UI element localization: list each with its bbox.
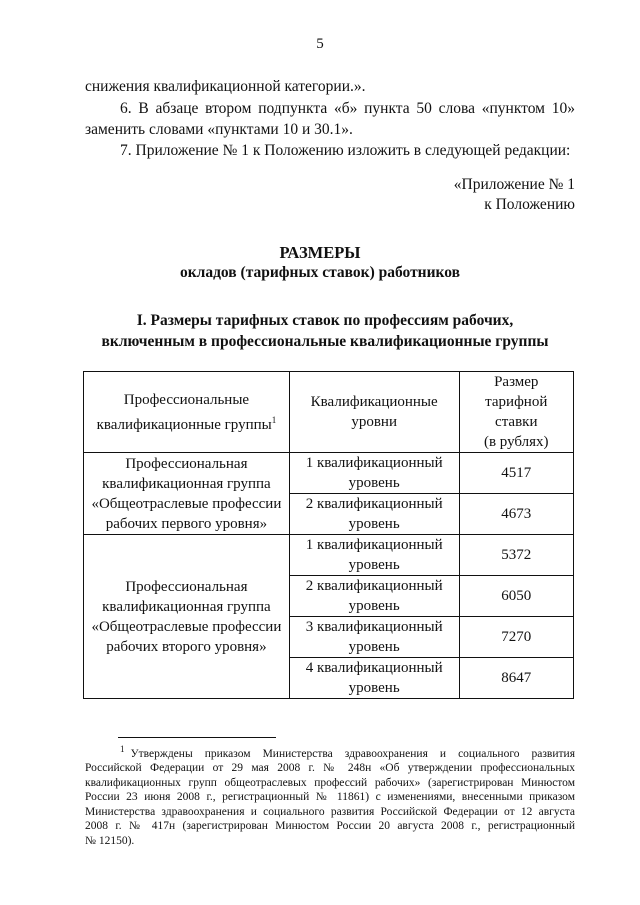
level-line: уровень [348, 639, 400, 655]
group-line: квалификационная группа [102, 475, 271, 492]
appendix-reference [380, 175, 575, 215]
level-line: 1 квалификационный [305, 455, 443, 471]
group-line: рабочих второго уровня» [106, 638, 267, 655]
footnote-line1-text: Утверждены приказом Министерства здравоохранения и социального развития [130, 747, 575, 760]
group-line: квалификационная группа [102, 598, 271, 615]
level-line: 4 квалификационный [305, 660, 443, 676]
header-rate-line2: тарифной ставки [485, 394, 548, 430]
footnote-line: 2008 г. № 417н (зарегистрирован Минюстом России 20 августа 2008 г., регистрационный [85, 820, 575, 833]
page-number: 5 [316, 36, 324, 52]
group-cell [84, 453, 290, 535]
header-levels [289, 372, 459, 453]
group-cell [84, 535, 290, 699]
group-line: Профессиональная [125, 578, 248, 595]
level-cell [289, 617, 459, 658]
level-line: 2 квалификационный [305, 578, 443, 594]
paragraph-item-6-line1: 6. В абзаце втором подпункта «б» пункта 50 слова «пунктом 10» [120, 100, 575, 117]
table-row [84, 453, 574, 494]
header-rate [459, 372, 573, 453]
header-groups [84, 372, 290, 453]
appendix-line1: «Приложение № 1 [453, 176, 575, 193]
table-header-row [84, 372, 574, 453]
group-line: Профессиональная [125, 455, 248, 472]
level-line: 1 квалификационный [305, 537, 443, 553]
footnote-mark: 1 [120, 744, 125, 754]
header-levels-line1: Квалификационные [310, 394, 438, 410]
footnote-separator [118, 737, 276, 738]
level-line: 3 квалификационный [305, 619, 443, 635]
footnote-line [85, 742, 575, 761]
section-heading [60, 310, 590, 352]
level-line: уровень [348, 557, 400, 573]
header-groups-line2-text: квалификационные группы [96, 416, 272, 433]
level-line: уровень [348, 516, 400, 532]
rate-cell: 6050 [459, 576, 573, 617]
group-line: «Общеотраслевые профессии [91, 495, 282, 512]
document-title: РАЗМЕРЫ [279, 243, 361, 262]
rate-cell: 7270 [459, 617, 573, 658]
level-cell [289, 494, 459, 535]
footnote-line: № 12150). [85, 834, 135, 847]
level-cell [289, 535, 459, 576]
appendix-line2: к Положению [484, 196, 575, 213]
header-levels-line2: уровни [351, 414, 397, 430]
rate-cell: 8647 [459, 658, 573, 699]
section-heading-line1: I. Размеры тарифных ставок по профессиям рабочих, [136, 312, 514, 329]
level-line: уровень [348, 680, 400, 696]
footnote-line: Министерства здравоохранения и социального развития Российской Федерации от 12 августа [85, 805, 575, 818]
paragraph-item-6-line2: заменить словами «пунктами 10 и 30.1». [85, 121, 353, 138]
section-heading-line2: включенным в профессиональные квалификационные группы [101, 333, 549, 350]
level-cell [289, 658, 459, 699]
group-line: «Общеотраслевые профессии [91, 618, 282, 635]
footnote-line: Российской Федерации от 29 мая 2008 г. № 248н «Об утверждении профессиональных [85, 762, 575, 775]
rates-table [83, 371, 574, 699]
footnote-line: России 23 июня 2008 г., регистрационный № 11861) с изменениями, внесенными приказом [85, 791, 575, 804]
rate-cell: 5372 [459, 535, 573, 576]
rate-cell: 4517 [459, 453, 573, 494]
header-rate-line1: Размер [494, 374, 539, 390]
level-cell [289, 576, 459, 617]
header-groups-line2 [88, 410, 285, 435]
footnote-marker: 1 [271, 414, 277, 425]
group-line: рабочих первого уровня» [105, 515, 268, 532]
footnote-line: квалификационных групп общеотраслевых профессий рабочих» (зарегистрирован Минюстом [85, 776, 575, 789]
level-line: 2 квалификационный [305, 496, 443, 512]
rate-cell: 4673 [459, 494, 573, 535]
level-cell [289, 453, 459, 494]
footnote [85, 742, 575, 848]
document-subtitle: окладов (тарифных ставок) работников [179, 264, 461, 281]
paragraph-continuation: снижения квалификационной категории.». [85, 78, 366, 95]
paragraph-item-6 [85, 98, 575, 140]
header-groups-line1: Профессиональные [123, 391, 250, 408]
level-line: уровень [348, 475, 400, 491]
paragraph-item-7: 7. Приложение № 1 к Положению изложить в следующей редакции: [120, 142, 571, 159]
table-row [84, 535, 574, 576]
header-rate-line3: (в рублях) [483, 434, 549, 450]
level-line: уровень [348, 598, 400, 614]
